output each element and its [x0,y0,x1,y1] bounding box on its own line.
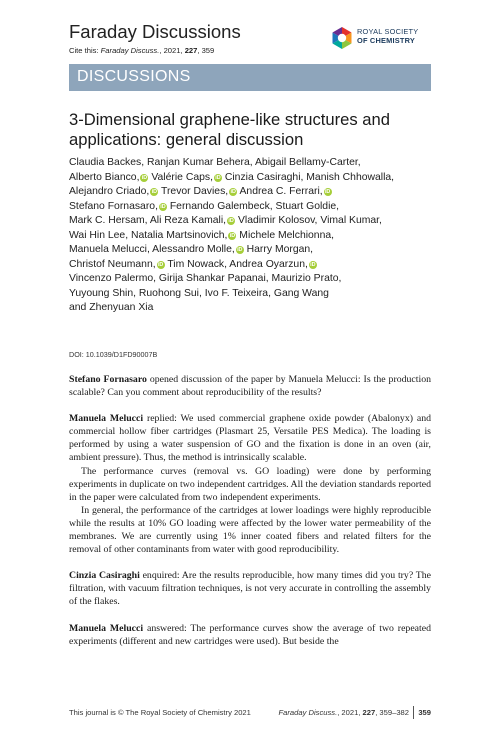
footer-year: , 2021, [337,708,363,717]
author-name: Alberto Bianco, [69,171,140,183]
author-name: Mark C. Hersam, Ali Reza Kamali, [69,215,227,226]
speaker-name: Cinzia Casiraghi [69,570,140,582]
cite-year: , 2021, [159,46,185,55]
rsc-line2: OF CHEMISTRY [357,35,415,45]
footer-journal: Faraday Discuss. [278,708,338,717]
author-name: Wai Hin Lee, Natalia Martsinovich, [69,229,228,241]
orcid-icon[interactable]: iD [324,189,331,195]
author-name: Harry Morgan, [243,244,314,255]
author-line [69,229,449,244]
page-footer [69,708,431,720]
orcid-icon[interactable]: iD [141,174,148,181]
rsc-line1: ROYAL SOCIETY [357,27,419,36]
author-name: Andrea C. Ferrari, [237,186,323,197]
author-name: Michele Melchionna, [236,229,335,241]
author-line [69,243,449,258]
author-list [69,156,449,316]
author-name: Yuyoung Shin, Ruohong Sui, Ivo F. Teixeira, Gang Wang [69,287,329,299]
footer-pages: , 359–382 [375,708,409,717]
banner-label: DISCUSSIONS [77,68,191,85]
orcid-icon[interactable]: iD [215,174,221,181]
paragraph-text: opened discussion of the paper by Manuela Melucci: Is the production scalable? Can you comment about reproducibility of the results? [69,374,431,399]
orcid-icon[interactable]: iD [157,261,164,268]
paragraph-text: In general, the performance of the cartridges at lower loadings were highly reproducible while the results at 10% GO loading were affected by the lower water permeability of the membranes. We are currently using 1% inner coated fibers and related filters for the removal of other contaminants from water with good reproducibility. [69,504,431,556]
author-line [69,171,449,186]
footer-volume: 227 [362,708,376,717]
author-name: Valérie Caps, [148,171,213,183]
cite-label: Cite this: [69,46,99,55]
paragraph-text: replied: We used commercial graphene oxide powder (Abalonyx) and commercial hollow fiber cartridges (Plasmart 25, Versatile PES Medica). The loading is performed by using a water suspension of GO and the fixation is done in an oven (air, ambient pressure). Thus, the method is intrinsically scalable. [69,413,431,464]
speaker-name: Manuela Melucci [69,413,144,425]
orcid-icon[interactable]: iD [237,247,243,253]
discussion-body [69,373,431,648]
citation-line [69,46,214,55]
author-name: Vladimir Kolosov, Vimal Kumar, [235,215,382,226]
orcid-icon[interactable]: iD [160,203,166,210]
orcid-icon[interactable]: iD [310,261,316,268]
paragraph-text: answered: The performance curves show the average of two repeated experiments (different and new cartridges were used). But beside the [69,622,431,647]
author-line [69,185,449,200]
author-line [69,272,449,287]
author-line [69,258,449,273]
doi[interactable]: DOI: 10.1039/D1FD90007B [69,350,158,359]
author-name: Tim Nowack, Andrea Oyarzun, [164,258,308,270]
page-number: 359 [418,708,431,717]
copyright-line: This journal is © The Royal Society of Chemistry 2021 [69,708,251,717]
rsc-hexagon-icon [330,26,354,50]
footer-citation [279,708,409,717]
speaker-name: Stefano Fornasaro [69,374,147,385]
rsc-wordmark [357,28,418,45]
author-line [69,156,449,171]
author-name: Trevor Davies, [158,186,229,197]
paragraph-text: enquired: Are the results reproducible, how many times did you try? The filtration, with vacuum filtration techniques, is not very accurate in controlling the assembly of the flakes. [69,570,431,608]
orcid-icon[interactable]: iD [229,232,236,239]
author-name: Vincenzo Palermo, Girija Shankar Papanai, Maurizio Prato, [69,273,342,284]
author-line [69,200,449,215]
article-title: 3-Dimensional graphene-like structures and applications: general discussion [69,110,390,149]
footer-divider [413,706,414,719]
cite-volume: 227 [184,46,198,55]
cite-journal: Faraday Discuss. [100,46,160,55]
orcid-icon[interactable]: iD [151,189,157,195]
paragraph [69,465,431,504]
author-name: Manuela Melucci, Alessandro Molle, [69,244,235,255]
author-name: Christof Neumann, [69,258,156,270]
author-line [69,214,449,229]
author-line [69,287,449,302]
orcid-icon[interactable]: iD [228,218,234,224]
journal-name: Faraday Discussions [69,21,241,42]
author-line [69,301,449,316]
author-name: and Zhenyuan Xia [69,302,154,313]
author-name: Fernando Galembeck, Stuart Goldie, [166,200,340,212]
section-banner [69,64,431,91]
author-name: Claudia Backes, Ranjan Kumar Behera, Abigail Bellamy-Carter, [69,157,361,168]
author-name: Cinzia Casiraghi, Manish Chhowalla, [221,171,395,183]
paragraph [69,622,431,648]
paragraph-text: The performance curves (removal vs. GO loading) were done by performing experiments in duplicate on two independent cartridges. All the deviation standards reported in the paper were calculated from two independent experiments. [69,465,431,503]
author-name: Stefano Fornasaro, [69,200,158,212]
cite-page: , 359 [197,46,215,55]
paragraph [69,504,431,556]
paragraph [69,412,431,464]
paragraph [69,373,431,399]
author-name: Alejandro Criado, [69,186,150,197]
orcid-icon[interactable]: iD [230,189,236,195]
rsc-logo[interactable] [330,26,434,52]
speaker-name: Manuela Melucci [69,622,144,634]
paragraph [69,569,431,608]
